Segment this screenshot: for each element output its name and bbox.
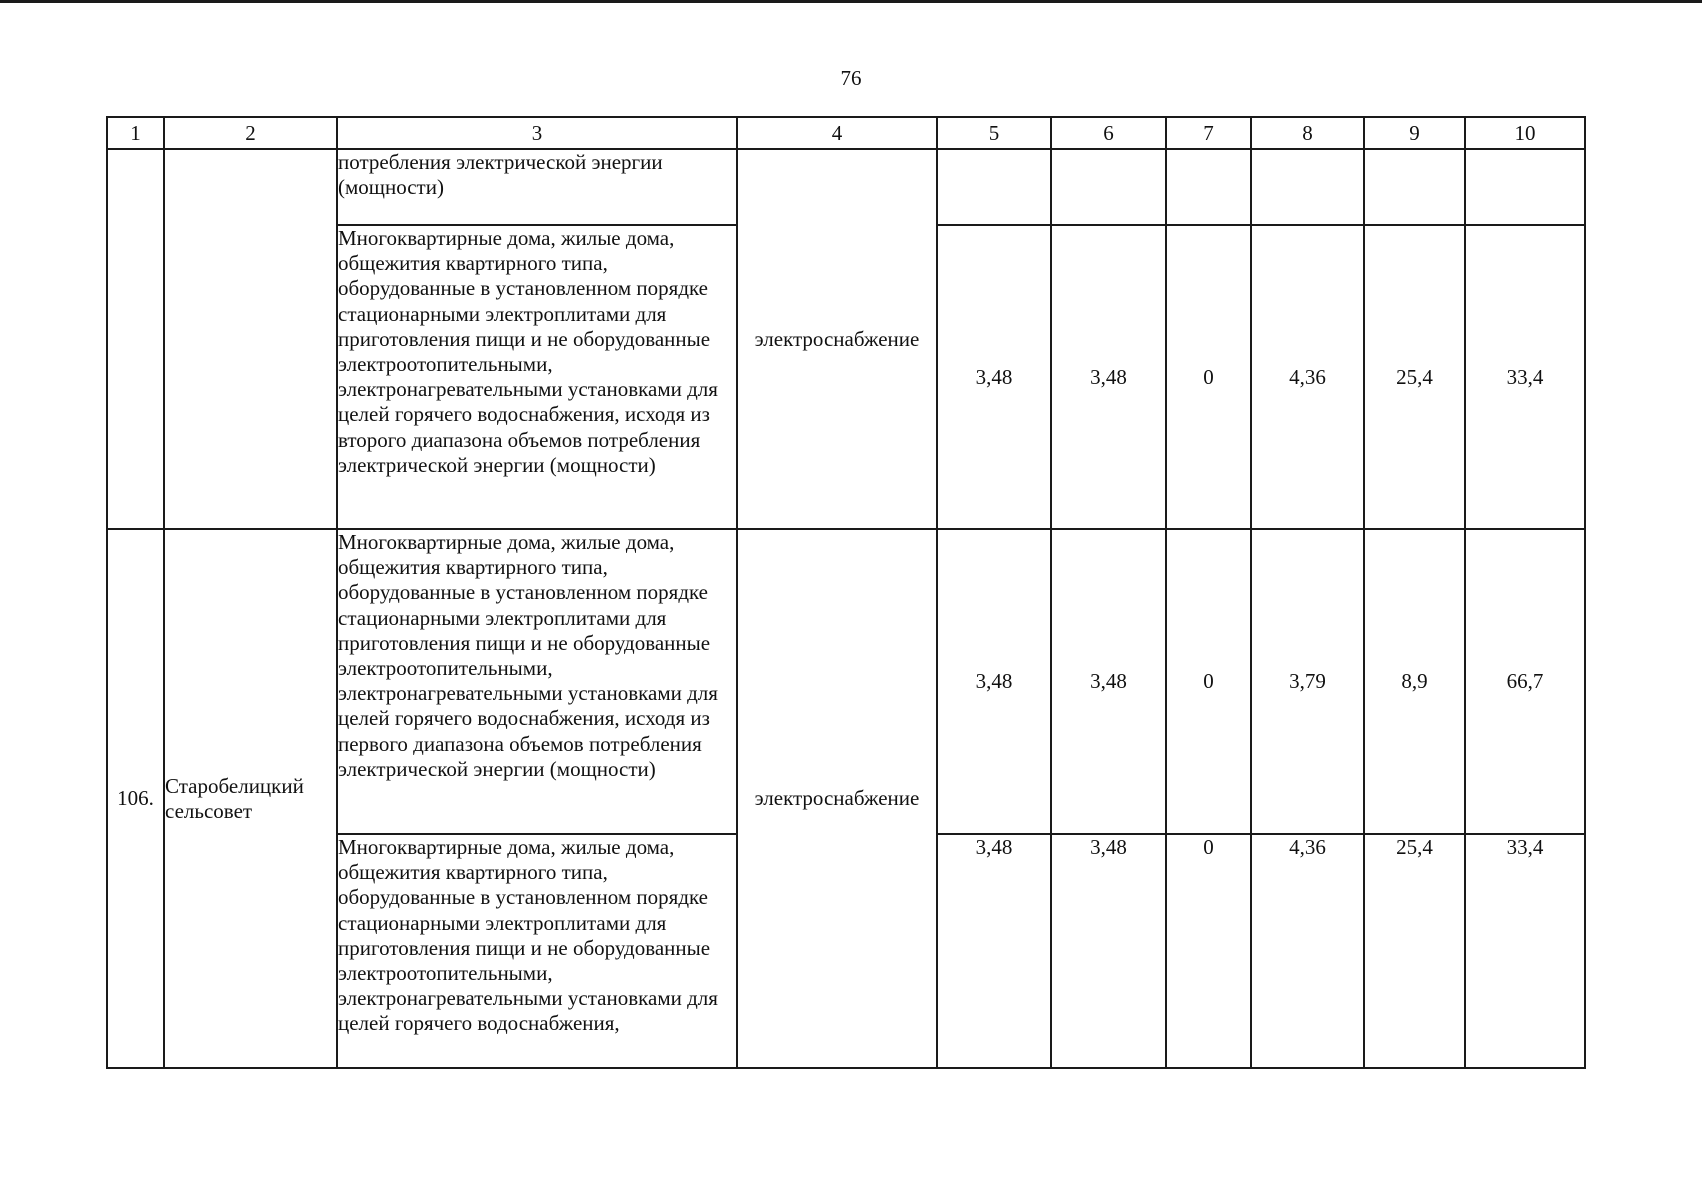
value-cell xyxy=(1166,149,1251,225)
value-col-9: 25,4 xyxy=(1364,834,1465,1068)
value-cell xyxy=(1251,149,1364,225)
value-col-6: 3,48 xyxy=(1051,225,1166,529)
value-col-8: 4,36 xyxy=(1251,225,1364,529)
value-col-6: 3,48 xyxy=(1051,834,1166,1068)
value-col-10: 33,4 xyxy=(1465,834,1585,1068)
value-col-5: 3,48 xyxy=(937,529,1051,834)
value-cell xyxy=(1051,149,1166,225)
value-col-9: 25,4 xyxy=(1364,225,1465,529)
column-header-4: 4 xyxy=(737,117,937,149)
column-header-9: 9 xyxy=(1364,117,1465,149)
service-type: электроснабжение xyxy=(737,149,937,529)
value-col-6: 3,48 xyxy=(1051,529,1166,834)
value-col-8: 3,79 xyxy=(1251,529,1364,834)
service-type: электроснабжение xyxy=(737,529,937,1068)
value-col-8: 4,36 xyxy=(1251,834,1364,1068)
column-header-5: 5 xyxy=(937,117,1051,149)
column-header-3: 3 xyxy=(337,117,737,149)
value-col-9: 8,9 xyxy=(1364,529,1465,834)
consumer-category: Многоквартирные дома, жилые дома, общежития квартирного типа, оборудованные в установленном порядке стационарными электроплитами для приготовления пищи и не оборудованные электроотопительными, электронагревательными установками для целей горячего водоснабжения, исходя из второго диапазона объемов потребления электрической энергии (мощности) xyxy=(337,225,737,529)
table-row xyxy=(107,149,1585,225)
value-cell xyxy=(1364,149,1465,225)
consumer-category: потребления электрической энергии (мощности) xyxy=(337,149,737,225)
table-row xyxy=(107,529,1585,834)
value-col-5: 3,48 xyxy=(937,225,1051,529)
column-header-1: 1 xyxy=(107,117,164,149)
column-header-8: 8 xyxy=(1251,117,1364,149)
page-number: 76 xyxy=(840,66,862,90)
consumer-category: Многоквартирные дома, жилые дома, общежития квартирного типа, оборудованные в установленном порядке стационарными электроплитами для приготовления пищи и не оборудованные электроотопительными, электронагревательными установками для целей горячего водоснабжения, xyxy=(337,834,737,1068)
settlement-cell xyxy=(164,149,337,529)
value-cell xyxy=(937,149,1051,225)
settlement-name: Старобелицкий сельсовет xyxy=(164,529,337,1068)
row-number-cell xyxy=(107,149,164,529)
value-col-7: 0 xyxy=(1166,529,1251,834)
value-col-5: 3,48 xyxy=(937,834,1051,1068)
column-header-2: 2 xyxy=(164,117,337,149)
tariff-table xyxy=(106,116,1586,1069)
scan-edge xyxy=(0,0,1702,3)
column-header-6: 6 xyxy=(1051,117,1166,149)
value-col-7: 0 xyxy=(1166,834,1251,1068)
header-row xyxy=(107,117,1585,149)
row-number: 106. xyxy=(107,529,164,1068)
column-header-10: 10 xyxy=(1465,117,1585,149)
value-cell xyxy=(1465,149,1585,225)
consumer-category: Многоквартирные дома, жилые дома, общежития квартирного типа, оборудованные в установленном порядке стационарными электроплитами для приготовления пищи и не оборудованные электроотопительными, электронагревательными установками для целей горячего водоснабжения, исходя из первого диапазона объемов потребления электрической энергии (мощности) xyxy=(337,529,737,834)
value-col-10: 66,7 xyxy=(1465,529,1585,834)
column-header-7: 7 xyxy=(1166,117,1251,149)
value-col-10: 33,4 xyxy=(1465,225,1585,529)
value-col-7: 0 xyxy=(1166,225,1251,529)
